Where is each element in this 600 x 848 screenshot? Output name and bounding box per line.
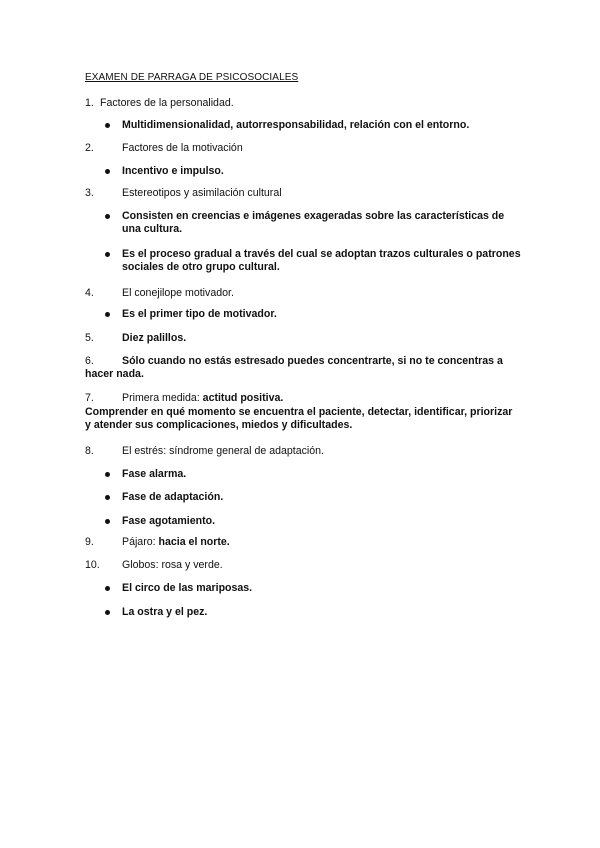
item-text-bold: actitud positiva.	[202, 392, 284, 404]
item-number: 2.	[85, 142, 94, 154]
item-number: 5.	[85, 332, 94, 344]
item-text: Diez palillos.	[122, 332, 187, 344]
bullet-text: Consisten en creencias e imágenes exageradas sobre las características de una cultura.	[122, 210, 505, 235]
item-number: 4.	[85, 287, 94, 299]
bullet-text: La ostra y el pez.	[122, 606, 208, 618]
bullet-icon	[105, 519, 110, 524]
item-text	[122, 392, 283, 405]
bullet-icon	[105, 610, 110, 615]
item-number: 3.	[85, 187, 94, 199]
item-text: Sólo cuando no estás estresado puedes concentrarte, si no te concentras a hacer nada.	[85, 355, 503, 380]
item-number: 1.	[85, 97, 94, 109]
item-text: Factores de la personalidad.	[100, 97, 234, 109]
bullet-icon	[105, 169, 110, 174]
item-number: 8.	[85, 445, 94, 457]
bullet-icon	[105, 472, 110, 477]
item-text: El estrés: síndrome general de adaptación.	[122, 445, 324, 457]
item-text: Globos: rosa y verde.	[122, 559, 223, 571]
bullet-icon	[105, 586, 110, 591]
bullet-icon	[105, 252, 110, 257]
document-title: EXAMEN DE PARRAGA DE PSICOSOCIALES	[85, 72, 299, 83]
item-number: 10.	[85, 559, 100, 571]
bullet-text: Incentivo e impulso.	[122, 165, 224, 177]
bullet-text: Es el primer tipo de motivador.	[122, 308, 277, 320]
bullet-icon	[105, 312, 110, 317]
bullet-text: El circo de las mariposas.	[122, 582, 253, 594]
bullet-text: Multidimensionalidad, autorresponsabilidad, relación con el entorno.	[122, 119, 470, 131]
bullet-text: Fase de adaptación.	[122, 491, 224, 503]
bullet-text: Es el proceso gradual a través del cual se adoptan trazos culturales o patrones sociales de otro grupo cultural.	[122, 248, 521, 273]
item-text	[122, 536, 230, 549]
item-continuation: Comprender en qué momento se encuentra el paciente, detectar, identificar, priorizar y atender sus complicaciones, miedos y dificultades.	[85, 406, 513, 431]
item-text: Factores de la motivación	[122, 142, 243, 154]
bullet-text: Fase alarma.	[122, 468, 187, 480]
item-text: Estereotipos y asimilación cultural	[122, 187, 282, 199]
item-text: El conejilope motivador.	[122, 287, 234, 299]
bullet-icon	[105, 495, 110, 500]
bullet-text: Fase agotamiento.	[122, 515, 216, 527]
item-number: 9.	[85, 536, 94, 548]
bullet-icon	[105, 214, 110, 219]
item-text-bold: hacia el norte.	[158, 536, 230, 548]
item-number: 7.	[85, 392, 94, 404]
item-text-plain: Primera medida:	[122, 392, 203, 404]
item-number: 6.	[85, 355, 94, 367]
item-text-plain: Pájaro:	[122, 536, 159, 548]
bullet-icon	[105, 123, 110, 128]
